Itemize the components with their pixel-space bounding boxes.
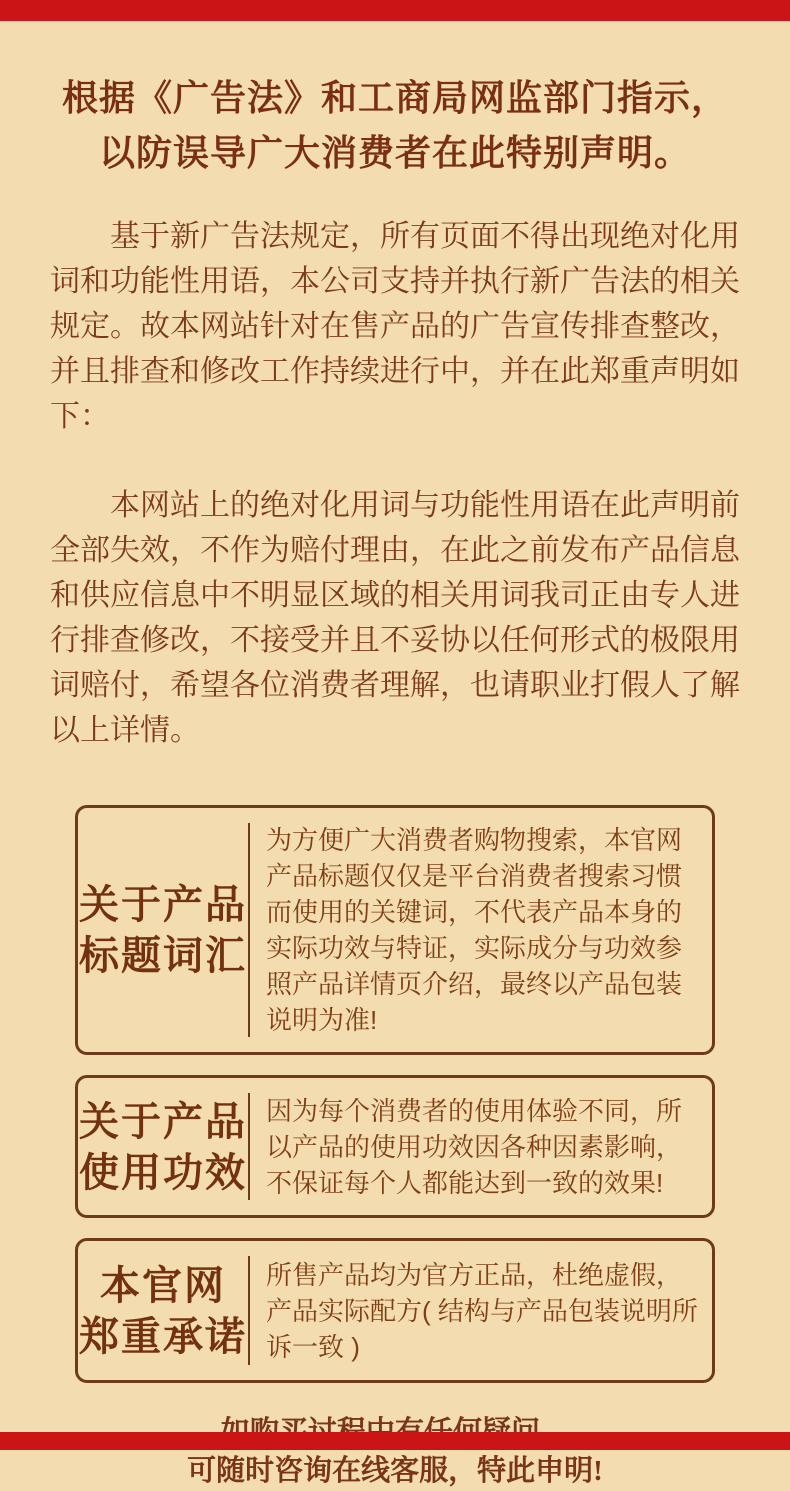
- notice-body-product-title: [250, 808, 712, 1052]
- statement-paragraph-1: 基于新广告法规定，所有页面不得出现绝对化用词和功能性用语，本公司支持并执行新广告法的相关规定。故本网站针对在售产品的广告宣传排查整改，并且排查和修改工作持续进行中，并在此郑重声明如下：: [50, 220, 740, 433]
- notice-label-line2: 标题词汇: [79, 933, 247, 978]
- top-red-bar: [0, 0, 790, 21]
- notice-label-official-promise: [78, 1241, 248, 1380]
- notice-label-line1: 本官网: [100, 1262, 226, 1308]
- notice-body-text: 为方便广大消费者购物搜索，本官网产品标题仅仅是平台消费者搜索习惯而使用的关键词，不代表产品本身的实际功效与特证，实际成分与功效参照产品详情页介绍，最终以产品包装说明为准!: [266, 825, 683, 1035]
- page-title: [0, 21, 790, 181]
- notice-body-text: 因为每个消费者的使用体验不同，所以产品的使用功效因各种因素影响，不保证每个人都能达到一致的效果!: [266, 1095, 683, 1198]
- notice-label-product-effect: [78, 1078, 248, 1215]
- bottom-red-bar: [0, 1432, 790, 1450]
- notice-label-line1: 关于产品: [79, 882, 247, 927]
- notice-body-official-promise: [250, 1241, 712, 1380]
- notice-box-product-title: [75, 805, 715, 1055]
- footer-note: [0, 1413, 790, 1491]
- notice-label-line2: 郑重承诺: [79, 1313, 247, 1359]
- footer-note-line2: 可随时咨询在线客服，特此申明!: [187, 1455, 603, 1487]
- notice-box-official-promise: [75, 1238, 715, 1383]
- notice-label-product-title: [78, 808, 248, 1052]
- page-title-line2: 以防误导广大消费者在此特别声明。: [98, 133, 691, 173]
- page-title-line1: 根据《广告法》和工商局网监部门指示，: [61, 78, 728, 118]
- notice-body-product-effect: [250, 1078, 712, 1215]
- notice-list: [0, 805, 790, 1383]
- notice-label-line2: 使用功效: [79, 1149, 247, 1195]
- notice-box-product-effect: [75, 1075, 715, 1218]
- notice-label-line1: 关于产品: [79, 1098, 247, 1144]
- statement-paragraph-2: 本网站上的绝对化用词与功能性用语在此声明前全部失效，不作为赔付理由，在此之前发布产品信息和供应信息中不明显区域的相关用词我司正由专人进行排查修改，不接受并且不妥协以任何形式的极限用词赔付，希望各位消费者理解，也请职业打假人了解以上详情。: [50, 489, 740, 747]
- notice-body-text: 所售产品均为官方正品，杜绝虚假，产品实际配方( 结构与产品包装说明所诉一致 ): [266, 1259, 698, 1362]
